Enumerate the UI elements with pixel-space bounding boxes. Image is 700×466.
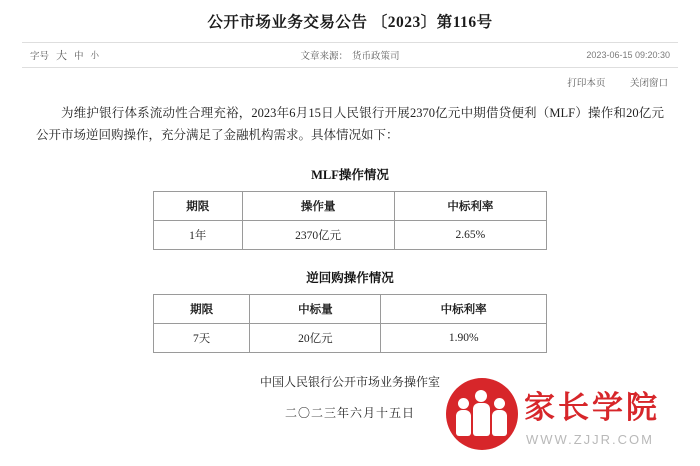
close-window-link[interactable]: 关闭窗口	[629, 78, 668, 89]
page-title: 公开市场业务交易公告 〔2023〕第116号	[207, 14, 493, 31]
mlf-cell-volume: 2370亿元	[242, 220, 394, 249]
repo-cell-volume: 20亿元	[250, 323, 381, 352]
logo-text: 家长学院	[524, 390, 660, 425]
mlf-section-title: MLF操作情况	[311, 167, 389, 182]
logo-url: WWW.ZJJR.COM	[526, 432, 654, 447]
repo-section-title: 逆回购操作情况	[306, 270, 394, 285]
repo-table	[153, 294, 547, 353]
font-size-large-option[interactable]: 大	[56, 50, 68, 62]
issue-date: 二〇二三年六月十五日	[284, 405, 415, 420]
table-row	[154, 220, 547, 249]
font-size-small-option[interactable]: 小	[90, 50, 100, 60]
family-figures-icon	[456, 390, 508, 438]
mlf-header-volume: 操作量	[242, 191, 394, 220]
repo-header-term: 期限	[154, 294, 250, 323]
source-label: 文章来源：	[300, 51, 348, 62]
article-source	[240, 48, 460, 62]
issuing-office: 中国人民银行公开市场业务操作室	[259, 374, 440, 389]
meta-bar	[22, 42, 678, 68]
print-page-link[interactable]: 打印本页	[567, 78, 606, 89]
font-size-control	[30, 47, 240, 63]
mlf-cell-term: 1年	[154, 220, 243, 249]
action-bar	[22, 68, 678, 89]
mlf-table	[153, 191, 547, 250]
source-value: 货币政策司	[352, 51, 400, 62]
font-size-label: 字号	[30, 51, 50, 62]
publish-timestamp: 2023-06-15 09:20:30	[586, 50, 670, 60]
mlf-header-term: 期限	[154, 191, 243, 220]
table-row	[154, 323, 547, 352]
mlf-cell-rate: 2.65%	[394, 220, 546, 249]
table-header-row	[154, 191, 547, 220]
repo-cell-rate: 1.90%	[381, 323, 547, 352]
body-paragraph: 为维护银行体系流动性合理充裕，2023年6月15日人民银行开展2370亿元中期借贷便利（MLF）操作和20亿元公开市场逆回购操作，充分满足了金融机构需求。具体情况如下：	[36, 106, 664, 142]
repo-header-rate: 中标利率	[381, 294, 547, 323]
repo-header-volume: 中标量	[250, 294, 381, 323]
font-size-medium-option[interactable]: 中	[74, 51, 84, 62]
table-header-row	[154, 294, 547, 323]
repo-cell-term: 7天	[154, 323, 250, 352]
mlf-header-rate: 中标利率	[394, 191, 546, 220]
site-logo	[446, 374, 692, 462]
